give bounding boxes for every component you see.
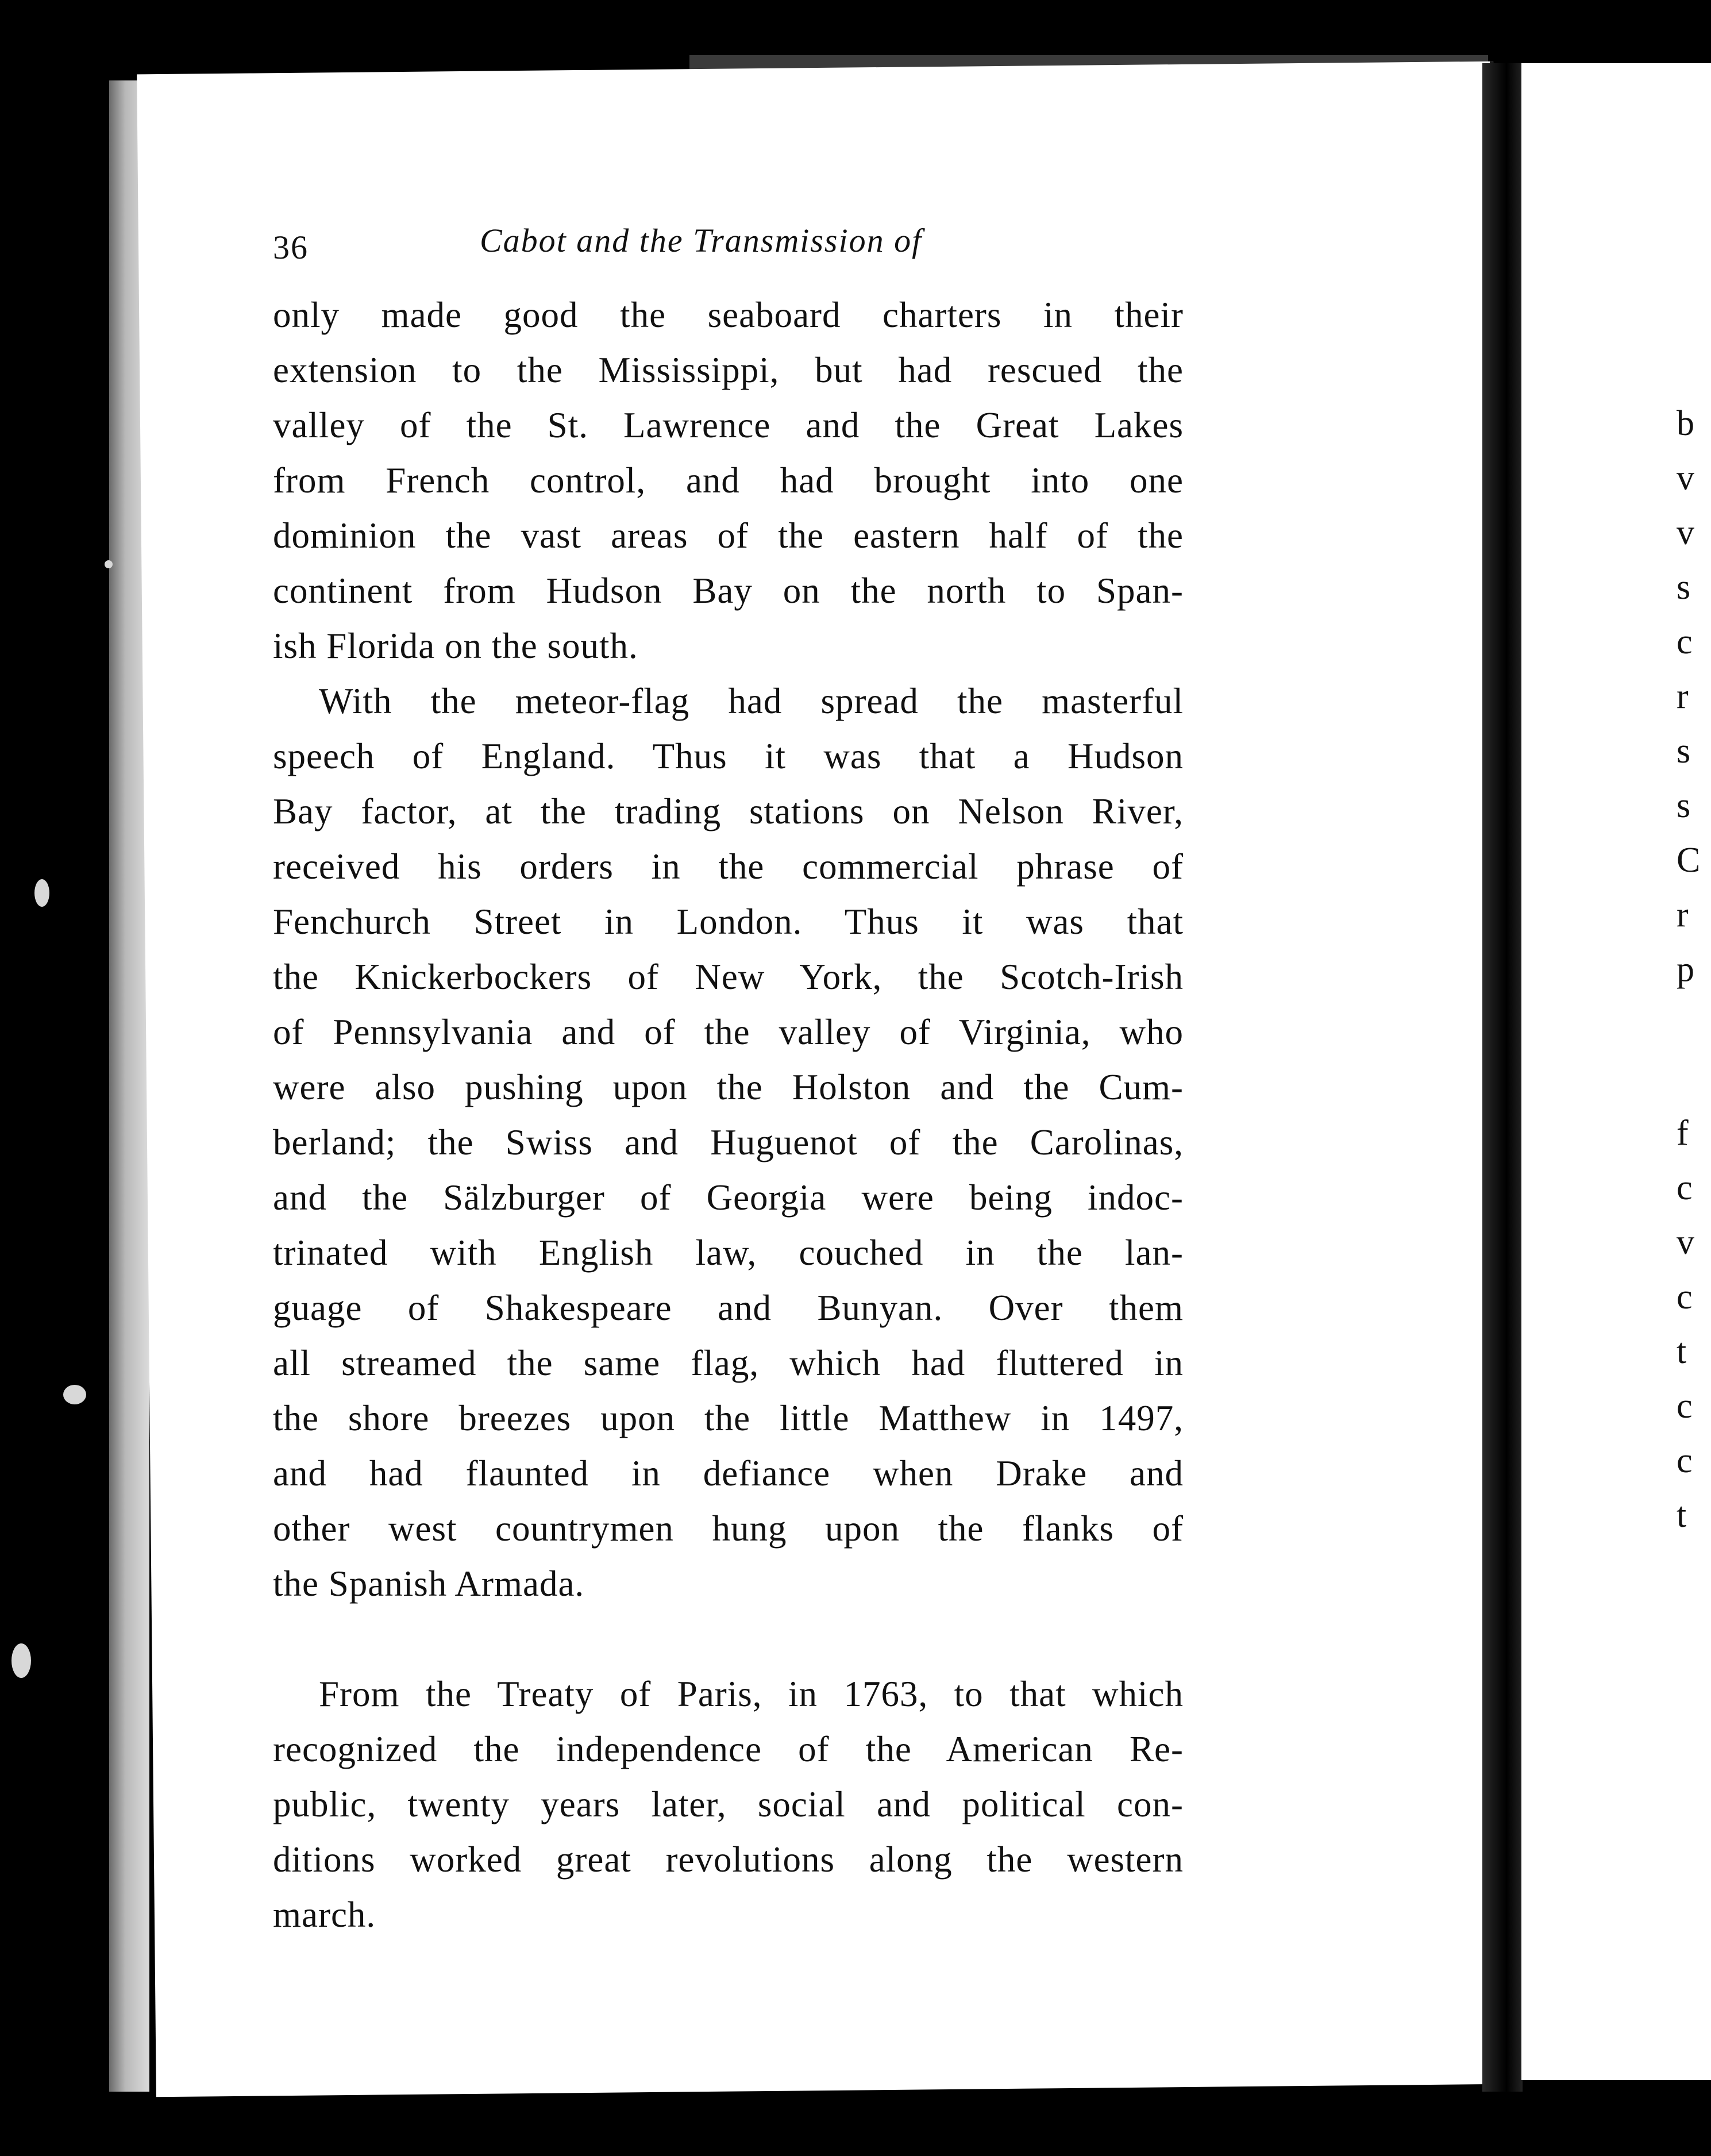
facing-letter: c: [1677, 1168, 1693, 1207]
dust-speck: [11, 1643, 31, 1678]
text-line: and had flaunted in defiance when Drake and: [273, 1453, 1184, 1493]
facing-letter: c: [1677, 622, 1693, 661]
text-line: of Pennsylvania and of the valley of Virginia, who: [273, 1012, 1184, 1052]
text-line: and the Sälzburger of Georgia were being indoc-: [273, 1177, 1184, 1218]
text-line: the shore breezes upon the little Matthew in 1497,: [273, 1398, 1184, 1438]
text-line: From the Treaty of Paris, in 1763, to that which: [319, 1674, 1184, 1714]
text-line: trinated with English law, couched in the lan-: [273, 1233, 1184, 1273]
text-line: public, twenty years later, social and political con-: [273, 1784, 1184, 1824]
text-line: guage of Shakespeare and Bunyan. Over them: [273, 1288, 1184, 1328]
text-line: Bay factor, at the trading stations on Nelson River,: [273, 791, 1184, 831]
text-line: speech of England. Thus it was that a Hudson: [273, 736, 1184, 776]
facing-letter: b: [1677, 404, 1694, 443]
facing-letter: c: [1677, 1387, 1693, 1426]
paragraph-break: [273, 1611, 1184, 1666]
text-line: dominion the vast areas of the eastern half of the: [273, 515, 1184, 556]
text-line: Fenchurch Street in London. Thus it was that: [273, 902, 1184, 942]
dust-speck: [34, 879, 49, 907]
facing-letter: v: [1677, 459, 1694, 498]
facing-letter: t: [1677, 1496, 1687, 1535]
text-line: from French control, and had brought into one: [273, 460, 1184, 500]
facing-letter: v: [1677, 1223, 1694, 1262]
text-line: only made good the seaboard charters in their: [273, 295, 1184, 335]
facing-letter: c: [1677, 1277, 1693, 1316]
facing-gap: [1677, 997, 1700, 1106]
text-line: all streamed the same flag, which had fluttered in: [273, 1343, 1184, 1383]
body-text: [273, 287, 1184, 1942]
running-title: Cabot and the Transmission of: [480, 222, 923, 259]
facing-letter: C: [1677, 841, 1701, 880]
facing-letter: s: [1677, 568, 1691, 607]
facing-letter: t: [1677, 1332, 1687, 1371]
facing-letter: v: [1677, 513, 1694, 552]
text-line: continent from Hudson Bay on the north to Span-: [273, 571, 1184, 611]
text-line: recognized the independence of the American Re-: [273, 1729, 1184, 1769]
text-line: ish Florida on the south.: [273, 626, 638, 666]
text-line: With the meteor-flag had spread the masterful: [319, 681, 1184, 721]
facing-letter: r: [1677, 895, 1689, 934]
text-line: the Knickerbockers of New York, the Scotch-Irish: [273, 957, 1184, 997]
facing-letter: c: [1677, 1441, 1693, 1480]
text-line: ditions worked great revolutions along the western: [273, 1839, 1184, 1880]
text-line: berland; the Swiss and Huguenot of the Carolinas,: [273, 1122, 1184, 1162]
text-line: the Spanish Armada.: [273, 1564, 585, 1604]
dust-speck: [105, 560, 113, 568]
page-number: 36: [273, 229, 309, 266]
text-line: were also pushing upon the Holston and the Cum-: [273, 1067, 1184, 1107]
facing-letter: f: [1677, 1114, 1689, 1153]
facing-page-text-fragments: [1677, 396, 1700, 1543]
facing-letter: p: [1677, 950, 1694, 989]
dust-speck: [63, 1385, 86, 1404]
facing-letter: s: [1677, 786, 1691, 825]
running-head: [273, 221, 1192, 273]
facing-letter: s: [1677, 732, 1691, 771]
facing-letter: r: [1677, 677, 1689, 716]
text-line: other west countrymen hung upon the flanks of: [273, 1508, 1184, 1549]
gutter-shadow: [1482, 63, 1523, 2092]
text-line: march.: [273, 1895, 376, 1935]
text-line: extension to the Mississippi, but had rescued the: [273, 350, 1184, 390]
text-line: valley of the St. Lawrence and the Great Lakes: [273, 405, 1184, 445]
text-line: received his orders in the commercial phrase of: [273, 846, 1184, 887]
